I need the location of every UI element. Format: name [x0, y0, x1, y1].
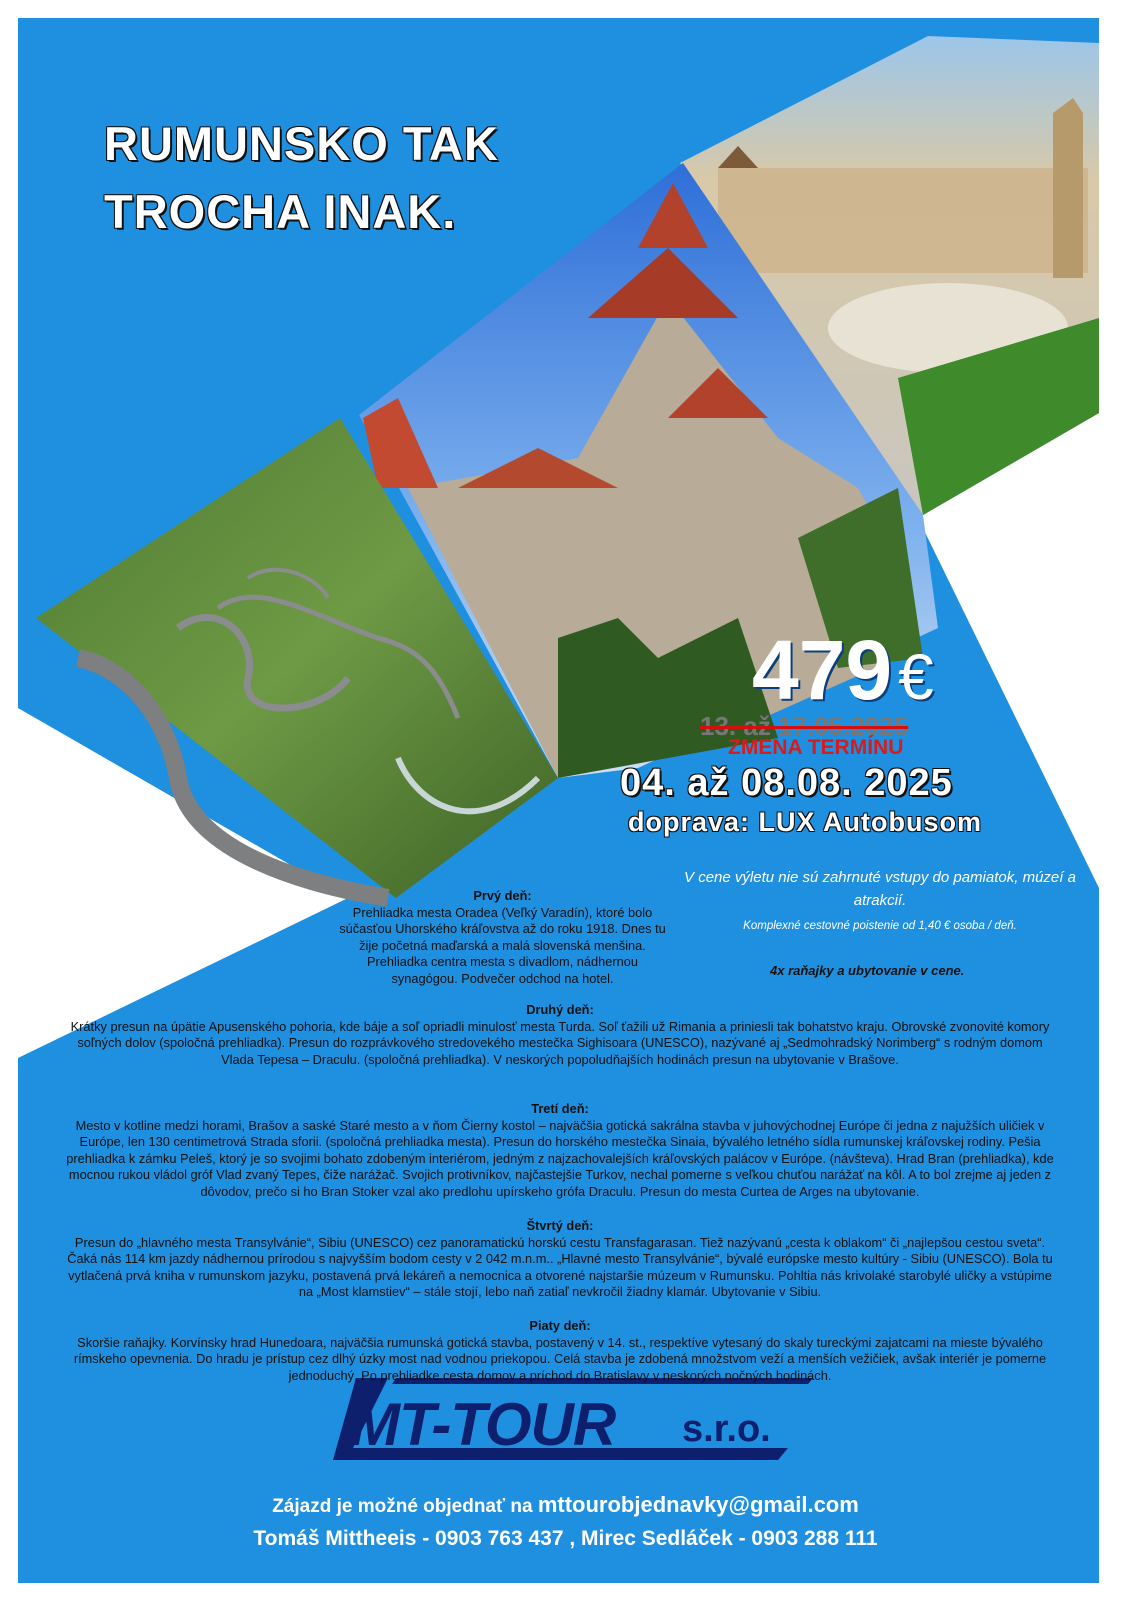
day-title: Štvrtý deň:	[526, 1218, 594, 1233]
day-2	[70, 1002, 1050, 1068]
order-line	[0, 1492, 1131, 1520]
day-text: Krátky presun na úpätie Apusenského pohoria, kde báje a soľ opriadli minulosť mesta Turda. Soľ ťažili už Rimania a priniesli tak bohatstvo kraju. Obrovské zvonovité komory soľných dolov (spoločná prehliadka). Presun do rozprávkového stredovekého mestečka Sighisoara (UNESCO), nazývané aj „Sedmohradský Norimberg“ s rodným domom Vlada Tepesa – Draculu. (spoločná prehliadka). V neskorých popoludňajších hodinách presun na ubytovanie v Brašove.	[70, 1018, 1050, 1067]
order-text: Zájazd je možné objednať na	[272, 1496, 533, 1517]
old-date: 13. až 17.05.2025	[700, 711, 909, 741]
title-line-1: RUMUNSKO TAK	[104, 117, 499, 170]
date-change-label: ZMENA TERMÍNU	[728, 736, 904, 759]
day-text: Prehliadka mesta Oradea (Veľký Varadín), ktoré bolo súčasťou Uhorského kráľovstva až do roku 1918. Dnes tu žije početná maďarská a malá slovenská menšina. Prehliadka centra mesta s divadlom, nádhernou synagógou. Podvečer odchod na hotel.	[339, 904, 666, 986]
day-text: Presun do „hlavného mesta Transylvánie“, Sibiu (UNESCO) cez panoramatickú horskú cestu Transfagarasan. Tiež nazývanú „cesta k oblakom“ či „najlepšou cestou sveta“. Čaká nás 114 km jazdy nádhernou prírodou s najvyšším bodom cesty v 2 042 m.n.m.. „Hlavné mesto Transylvánie“, bývalé európske mesto kultúry - Sibiu (UNESCO). Bola tu vytlačená prvá kniha v rumunskom jazyku, postavená prvá lekáreň a nemocnica a otvorené najstaršie múzeum v Rumunsku. Pohltia nás krivolaké starobylé uličky a vstúpime na „Most klamstiev“ – stále stojí, lebo naň zatiaľ nevkročil žiadny klamár. Ubytovanie v Sibiu.	[67, 1234, 1053, 1300]
day-title: Prvý deň:	[473, 888, 532, 903]
transport-info: doprava: LUX Autobusom	[628, 807, 983, 837]
day-3	[60, 1101, 1060, 1201]
price-amount: 479	[752, 623, 893, 717]
poster-title	[104, 110, 499, 246]
day-5	[60, 1318, 1060, 1384]
insurance-note: Komplexné cestovné poistenie od 1,40 € osoba / deň.	[743, 920, 1017, 932]
day-1	[335, 888, 670, 988]
new-date: 04. až 08.08. 2025	[620, 762, 953, 804]
title-line-2: TROCHA INAK.	[104, 185, 457, 238]
day-title: Tretí deň:	[531, 1101, 589, 1116]
included-note: 4x raňajky a ubytovanie v cene.	[770, 963, 965, 978]
price-currency: €	[898, 641, 934, 713]
entry-note: V cene výletu nie sú zahrnuté vstupy do pamiatok, múzeí a atrakcií.	[684, 869, 1076, 909]
day-text: Skoršie raňajky. Korvínsky hrad Hunedoara, najväčšia rumunská gotická stavba, postavený v 14. st., respektíve vytesaný do skaly tureckými zajatcami na mieste bývalého rímskeho opevnenia. Do hradu je prístup cez dlhý úzky most nad vodnou priekopou. Celá stavba je zdobená množstvom veží a menších vežičiek, avšak interiér je pomerne jednoduchý. Po prehliadke cesta domov a príchod do Bratislavy v neskorých nočných hodinách.	[73, 1334, 1047, 1383]
price	[752, 623, 934, 719]
contact-phones: Tomáš Mittheeis - 0903 763 437 , Mirec Sedláček - 0903 288 111	[253, 1527, 878, 1550]
day-title: Druhý deň:	[526, 1002, 594, 1017]
order-email[interactable]: mttourobjednavky@gmail.com	[537, 1492, 859, 1517]
day-text: Mesto v kotline medzi horami, Brašov a saské Staré mesto a v ňom Čierny kostol – najväčšia gotická sakrálna stavba v juhovýchodnej Európe či jedna z najužších uličiek v Európe, len 130 centimetrová Strada sforii. (spoločná prehliadka mesta). Presun do horského mestečka Sinaia, bývalého letného sídla rumunskej kráľovskej rodiny. Pešia prehliadka k zámku Peleš, ktorý je so svojimi bohato zdobeným interiérom, jedným z najzachovalejších kráľovských palácov v Európe. (návšteva). Hrad Bran (prehliadka), kde mocnou rukou vládol gróf Vlad zvaný Tepes, čiže narážač. Svojich protivníkov, najčastejšie Turkov, nechal pomerne s veľkou chuťou narážať na kôl. A to bol zrejme aj jeden z dôvodov, prečo si ho Bran Stoker vzal ako predlohu upírskeho grófa Draculu. Presun do mesta Curtea de Arges na ubytovanie.	[66, 1117, 1054, 1199]
company-suffix: s.r.o.	[682, 1408, 771, 1450]
company-logo: MT-TOUR	[350, 1391, 616, 1458]
day-title: Piaty deň:	[529, 1318, 591, 1333]
day-4	[60, 1218, 1060, 1301]
